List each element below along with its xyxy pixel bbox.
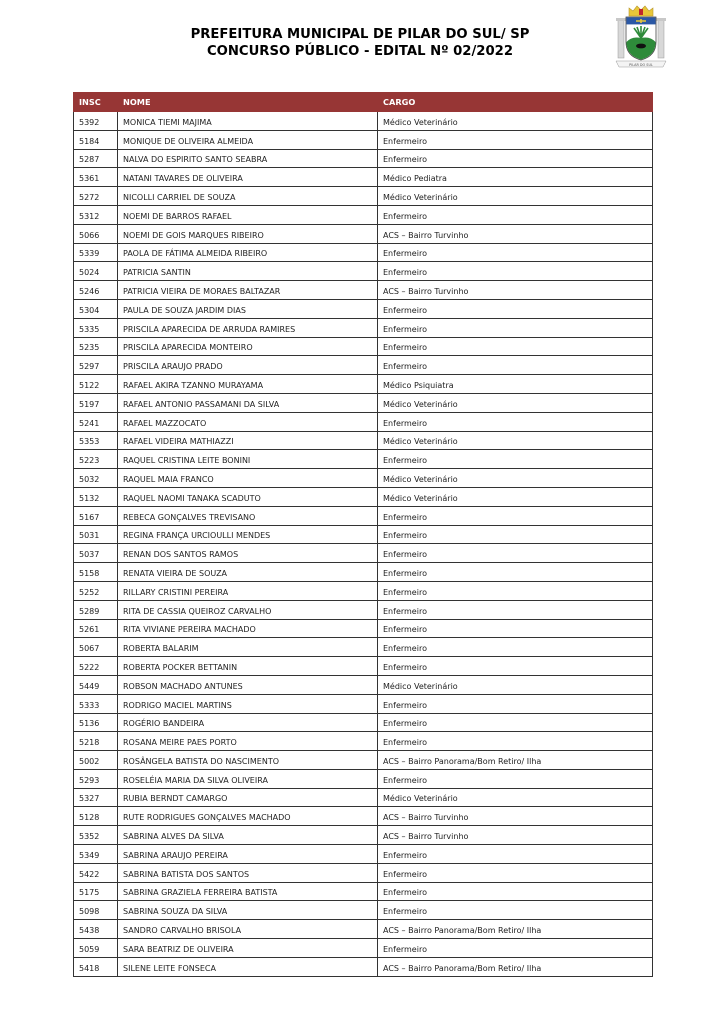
cell-nome: SARA BEATRIZ DE OLIVEIRA (118, 939, 378, 958)
cell-nome: NOEMI DE BARROS RAFAEL (118, 205, 378, 224)
cell-insc: 5197 (74, 393, 118, 412)
cell-insc: 5136 (74, 713, 118, 732)
cell-nome: PRISCILA APARECIDA DE ARRUDA RAMIRES (118, 318, 378, 337)
cell-nome: RODRIGO MACIEL MARTINS (118, 694, 378, 713)
table-row (74, 769, 653, 788)
table-row (74, 713, 653, 732)
column-header-insc: INSC (74, 93, 118, 112)
table-row (74, 130, 653, 149)
cell-nome: SABRINA ARAUJO PEREIRA (118, 845, 378, 864)
cell-nome: ROBERTA BALARIM (118, 638, 378, 657)
cell-nome: ROBERTA POCKER BETTANIN (118, 657, 378, 676)
crest-ribbon-text: PILAR DO SUL (629, 62, 653, 67)
cell-insc: 5339 (74, 243, 118, 262)
cell-cargo: Enfermeiro (378, 337, 653, 356)
cell-insc: 5002 (74, 751, 118, 770)
table-row (74, 469, 653, 488)
cell-cargo: Enfermeiro (378, 563, 653, 582)
table-row (74, 657, 653, 676)
cell-insc: 5037 (74, 544, 118, 563)
table-row (74, 168, 653, 187)
table-row (74, 356, 653, 375)
column-header-cargo: CARGO (378, 93, 653, 112)
table-row (74, 732, 653, 751)
table-row (74, 318, 653, 337)
cell-cargo: Enfermeiro (378, 299, 653, 318)
table-row (74, 412, 653, 431)
cell-nome: ROSELÉIA MARIA DA SILVA OLIVEIRA (118, 769, 378, 788)
table-row (74, 375, 653, 394)
cell-nome: ROGÉRIO BANDEIRA (118, 713, 378, 732)
cell-nome: MONIQUE DE OLIVEIRA ALMEIDA (118, 130, 378, 149)
table-row (74, 751, 653, 770)
cell-insc: 5222 (74, 657, 118, 676)
title-line-2: CONCURSO PÚBLICO - EDITAL Nº 02/2022 (206, 44, 514, 59)
cell-nome: RAFAEL ANTONIO PASSAMANI DA SILVA (118, 393, 378, 412)
cell-nome: RITA DE CASSIA QUEIROZ CARVALHO (118, 600, 378, 619)
document-title (150, 26, 570, 60)
cell-cargo: Enfermeiro (378, 525, 653, 544)
cell-cargo: Enfermeiro (378, 262, 653, 281)
cell-cargo: ACS – Bairro Panorama/Bom Retiro/ Ilha (378, 751, 653, 770)
cell-cargo: Enfermeiro (378, 619, 653, 638)
cell-cargo: Médico Veterinário (378, 469, 653, 488)
cell-cargo: Enfermeiro (378, 901, 653, 920)
table-row (74, 450, 653, 469)
table-row (74, 957, 653, 976)
table-row (74, 619, 653, 638)
cell-nome: RAQUEL MAIA FRANCO (118, 469, 378, 488)
cell-cargo: Enfermeiro (378, 713, 653, 732)
table-body (74, 112, 653, 977)
cell-insc: 5272 (74, 187, 118, 206)
cell-cargo: ACS – Bairro Turvinho (378, 807, 653, 826)
cell-insc: 5252 (74, 581, 118, 600)
cell-insc: 5032 (74, 469, 118, 488)
cell-insc: 5059 (74, 939, 118, 958)
table-row (74, 224, 653, 243)
cell-insc: 5335 (74, 318, 118, 337)
cell-cargo: Enfermeiro (378, 657, 653, 676)
table-row (74, 901, 653, 920)
table-row (74, 807, 653, 826)
cell-insc: 5235 (74, 337, 118, 356)
cell-insc: 5293 (74, 769, 118, 788)
cell-cargo: Enfermeiro (378, 732, 653, 751)
table-row (74, 563, 653, 582)
cell-insc: 5297 (74, 356, 118, 375)
cell-cargo: ACS – Bairro Turvinho (378, 281, 653, 300)
cell-nome: REGINA FRANÇA URCIOULLI MENDES (118, 525, 378, 544)
table-row (74, 262, 653, 281)
table-row (74, 544, 653, 563)
cell-cargo: Enfermeiro (378, 318, 653, 337)
cell-nome: NOEMI DE GOIS MARQUES RIBEIRO (118, 224, 378, 243)
cell-cargo: Enfermeiro (378, 130, 653, 149)
cell-cargo: Médico Veterinário (378, 788, 653, 807)
cell-insc: 5289 (74, 600, 118, 619)
cell-insc: 5031 (74, 525, 118, 544)
cell-cargo: ACS – Bairro Panorama/Bom Retiro/ Ilha (378, 920, 653, 939)
table-row (74, 506, 653, 525)
cell-nome: PAOLA DE FÁTIMA ALMEIDA RIBEIRO (118, 243, 378, 262)
cell-cargo: Enfermeiro (378, 939, 653, 958)
cell-nome: RITA VIVIANE PEREIRA MACHADO (118, 619, 378, 638)
table-row (74, 299, 653, 318)
cell-cargo: Médico Veterinário (378, 112, 653, 131)
cell-cargo: ACS – Bairro Turvinho (378, 826, 653, 845)
cell-nome: NICOLLI CARRIEL DE SOUZA (118, 187, 378, 206)
cell-cargo: Médico Veterinário (378, 187, 653, 206)
table-row (74, 675, 653, 694)
cell-nome: RUTE RODRIGUES GONÇALVES MACHADO (118, 807, 378, 826)
cell-insc: 5184 (74, 130, 118, 149)
cell-nome: ROSANA MEIRE PAES PORTO (118, 732, 378, 751)
column-header-nome: NOME (118, 93, 378, 112)
cell-nome: PATRICIA VIEIRA DE MORAES BALTAZAR (118, 281, 378, 300)
cell-cargo: ACS – Bairro Turvinho (378, 224, 653, 243)
cell-insc: 5098 (74, 901, 118, 920)
table-row (74, 149, 653, 168)
cell-nome: RUBIA BERNDT CAMARGO (118, 788, 378, 807)
cell-nome: SABRINA SOUZA DA SILVA (118, 901, 378, 920)
cell-nome: SABRINA ALVES DA SILVA (118, 826, 378, 845)
cell-insc: 5287 (74, 149, 118, 168)
cell-insc: 5067 (74, 638, 118, 657)
municipal-coat-of-arms-icon (612, 4, 670, 70)
cell-nome: ROSÂNGELA BATISTA DO NASCIMENTO (118, 751, 378, 770)
table-row (74, 112, 653, 131)
cell-insc: 5392 (74, 112, 118, 131)
cell-nome: RAFAEL VIDEIRA MATHIAZZI (118, 431, 378, 450)
cell-nome: ROBSON MACHADO ANTUNES (118, 675, 378, 694)
cell-insc: 5449 (74, 675, 118, 694)
cell-insc: 5246 (74, 281, 118, 300)
cell-insc: 5167 (74, 506, 118, 525)
cell-cargo: Enfermeiro (378, 600, 653, 619)
cell-nome: NATANI TAVARES DE OLIVEIRA (118, 168, 378, 187)
cell-nome: RAQUEL CRISTINA LEITE BONINI (118, 450, 378, 469)
cell-insc: 5128 (74, 807, 118, 826)
cell-nome: PRISCILA ARAUJO PRADO (118, 356, 378, 375)
cell-nome: RAFAEL MAZZOCATO (118, 412, 378, 431)
cell-insc: 5132 (74, 487, 118, 506)
cell-insc: 5418 (74, 957, 118, 976)
cell-insc: 5349 (74, 845, 118, 864)
table-row (74, 826, 653, 845)
table-row (74, 939, 653, 958)
cell-cargo: Enfermeiro (378, 412, 653, 431)
table-row (74, 525, 653, 544)
cell-nome: RAQUEL NAOMI TANAKA SCADUTO (118, 487, 378, 506)
cell-cargo: Enfermeiro (378, 243, 653, 262)
table-row (74, 187, 653, 206)
cell-cargo: Enfermeiro (378, 882, 653, 901)
cell-nome: REBECA GONÇALVES TREVISANO (118, 506, 378, 525)
candidates-table (73, 92, 653, 977)
cell-cargo: Enfermeiro (378, 845, 653, 864)
table-row (74, 205, 653, 224)
cell-nome: RENATA VIEIRA DE SOUZA (118, 563, 378, 582)
cell-insc: 5361 (74, 168, 118, 187)
cell-nome: SABRINA GRAZIELA FERREIRA BATISTA (118, 882, 378, 901)
title-line-1: PREFEITURA MUNICIPAL DE PILAR DO SUL/ SP (190, 27, 530, 42)
cell-insc: 5304 (74, 299, 118, 318)
table-row (74, 788, 653, 807)
cell-insc: 5327 (74, 788, 118, 807)
cell-cargo: Médico Veterinário (378, 675, 653, 694)
table-row (74, 694, 653, 713)
cell-cargo: Médico Pediatra (378, 168, 653, 187)
cell-insc: 5158 (74, 563, 118, 582)
table-row (74, 600, 653, 619)
cell-cargo: Enfermeiro (378, 205, 653, 224)
cell-nome: PATRICIA SANTIN (118, 262, 378, 281)
cell-nome: RILLARY CRISTINI PEREIRA (118, 581, 378, 600)
cell-nome: PAULA DE SOUZA JARDIM DIAS (118, 299, 378, 318)
table-header-row (74, 93, 653, 112)
cell-insc: 5353 (74, 431, 118, 450)
table-row (74, 845, 653, 864)
table-row (74, 487, 653, 506)
cell-nome: SANDRO CARVALHO BRISOLA (118, 920, 378, 939)
table-row (74, 281, 653, 300)
cell-nome: NALVA DO ESPIRITO SANTO SEABRA (118, 149, 378, 168)
cell-insc: 5422 (74, 863, 118, 882)
cell-insc: 5333 (74, 694, 118, 713)
cell-cargo: Médico Veterinário (378, 431, 653, 450)
cell-insc: 5175 (74, 882, 118, 901)
cell-insc: 5312 (74, 205, 118, 224)
document-header (0, 0, 724, 80)
table-row (74, 337, 653, 356)
cell-insc: 5122 (74, 375, 118, 394)
cell-insc: 5024 (74, 262, 118, 281)
cell-cargo: Enfermeiro (378, 769, 653, 788)
table-row (74, 393, 653, 412)
cell-cargo: Médico Psiquiatra (378, 375, 653, 394)
table-row (74, 638, 653, 657)
table-row (74, 863, 653, 882)
cell-cargo: Enfermeiro (378, 694, 653, 713)
cell-insc: 5352 (74, 826, 118, 845)
cell-insc: 5218 (74, 732, 118, 751)
cell-insc: 5261 (74, 619, 118, 638)
cell-cargo: Enfermeiro (378, 544, 653, 563)
cell-nome: MONICA TIEMI MAJIMA (118, 112, 378, 131)
table-row (74, 882, 653, 901)
cell-nome: RENAN DOS SANTOS RAMOS (118, 544, 378, 563)
cell-cargo: ACS – Bairro Panorama/Bom Retiro/ Ilha (378, 957, 653, 976)
cell-cargo: Médico Veterinário (378, 393, 653, 412)
cell-nome: RAFAEL AKIRA TZANNO MURAYAMA (118, 375, 378, 394)
cell-insc: 5438 (74, 920, 118, 939)
cell-insc: 5066 (74, 224, 118, 243)
cell-cargo: Médico Veterinário (378, 487, 653, 506)
table-row (74, 581, 653, 600)
table-row (74, 920, 653, 939)
cell-cargo: Enfermeiro (378, 356, 653, 375)
cell-cargo: Enfermeiro (378, 450, 653, 469)
cell-cargo: Enfermeiro (378, 149, 653, 168)
cell-nome: SILENE LEITE FONSECA (118, 957, 378, 976)
cell-cargo: Enfermeiro (378, 863, 653, 882)
cell-cargo: Enfermeiro (378, 506, 653, 525)
cell-cargo: Enfermeiro (378, 581, 653, 600)
cell-insc: 5223 (74, 450, 118, 469)
table-row (74, 243, 653, 262)
table-row (74, 431, 653, 450)
cell-insc: 5241 (74, 412, 118, 431)
cell-nome: PRISCILA APARECIDA MONTEIRO (118, 337, 378, 356)
cell-cargo: Enfermeiro (378, 638, 653, 657)
cell-nome: SABRINA BATISTA DOS SANTOS (118, 863, 378, 882)
